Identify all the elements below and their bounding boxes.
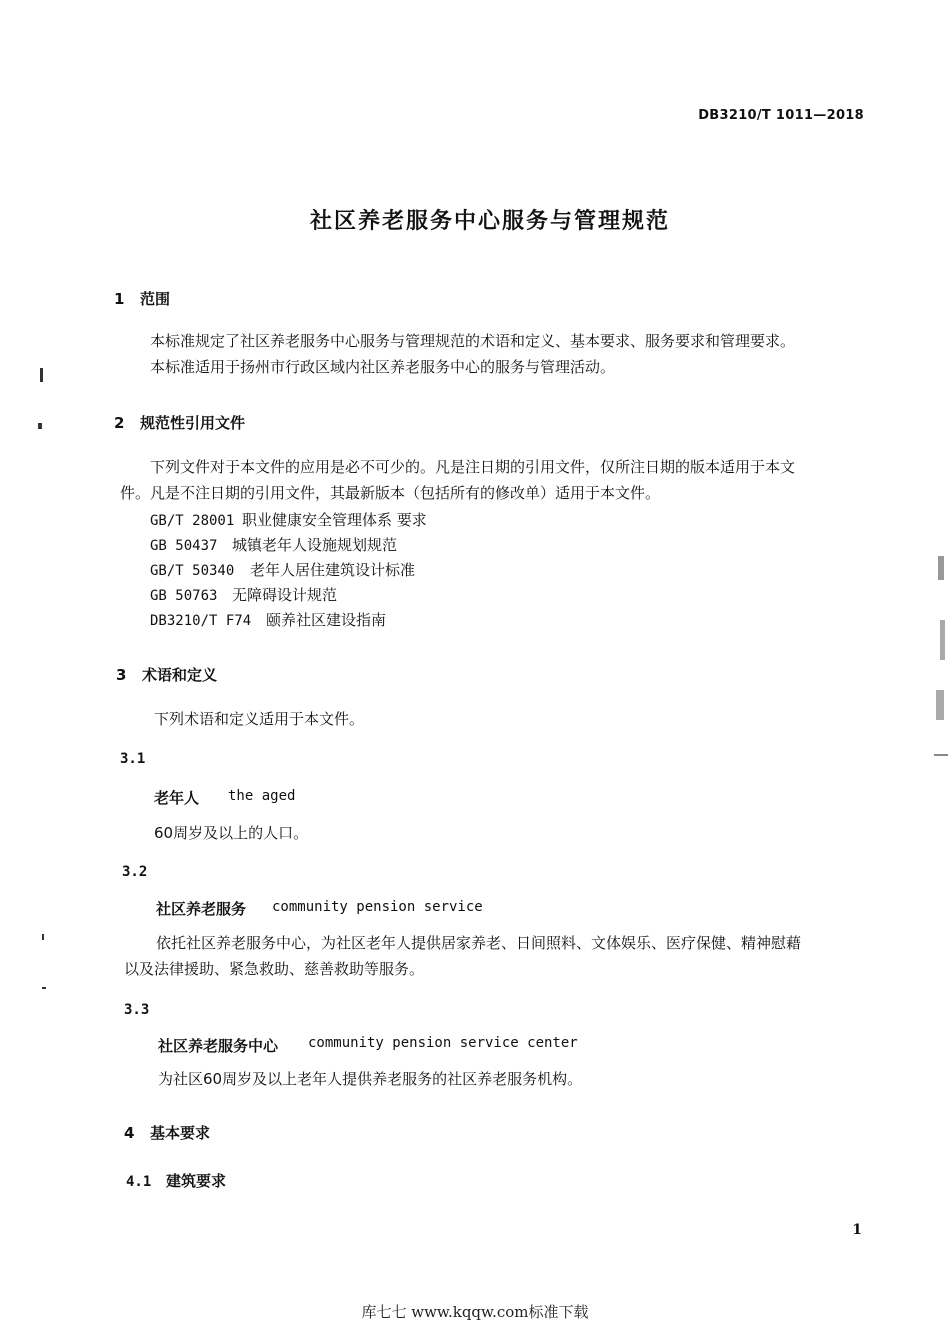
reference-name: 无障碍设计规范	[232, 586, 338, 604]
reference-code: GB/T 50340	[150, 563, 235, 579]
reference-name: 职业健康安全管理体系 要求	[242, 511, 427, 529]
term-chinese: 社区养老服务	[156, 900, 247, 918]
section-title: 术语和定义	[142, 666, 218, 684]
page-number: 1	[852, 1222, 862, 1238]
paragraph: 下列文件对于本文件的应用是必不可少的。凡是注日期的引用文件，仅所注日期的版本适用于本文	[150, 458, 796, 476]
reference-item	[150, 584, 337, 607]
reference-code: GB/T 28001	[150, 513, 235, 529]
reference-name: 老年人居住建筑设计标准	[250, 561, 416, 579]
reference-name: 颐养社区建设指南	[266, 611, 387, 629]
clause-number: 3.2	[122, 864, 148, 880]
reference-code: GB 50763	[150, 588, 218, 604]
scan-artifact	[42, 934, 44, 940]
scan-artifact	[934, 754, 948, 756]
scan-artifact	[936, 690, 944, 720]
clause-number: 3.1	[120, 751, 146, 767]
section-number: 3	[116, 666, 127, 684]
term-definition: 60周岁及以上的人口。	[154, 824, 309, 842]
term-english: community pension service	[272, 899, 483, 915]
reference-item	[150, 509, 427, 532]
section-number: 1	[114, 290, 125, 308]
section-2-heading	[114, 412, 245, 433]
paragraph: 下列术语和定义适用于本文件。	[154, 710, 365, 728]
paragraph: 件。凡是不注日期的引用文件，其最新版本（包括所有的修改单）适用于本文件。	[120, 484, 661, 502]
term-english: community pension service center	[308, 1035, 578, 1051]
paragraph: 本标准适用于扬州市行政区域内社区养老服务中心的服务与管理活动。	[150, 358, 616, 376]
scan-artifact	[40, 368, 43, 382]
reference-code: DB3210/T F74	[150, 613, 252, 629]
section-title: 规范性引用文件	[140, 414, 246, 432]
section-4-heading	[124, 1122, 210, 1143]
scan-artifact	[940, 620, 945, 660]
term-definition-continued: 以及法律援助、紧急救助、慈善救助等服务。	[124, 960, 425, 978]
subsection-number: 4.1	[126, 1174, 152, 1190]
footer-watermark: 库七七 www.kqqw.com标准下载	[361, 1303, 589, 1321]
term-english: the aged	[228, 788, 296, 804]
reference-item	[150, 609, 386, 632]
reference-item	[150, 559, 415, 582]
section-title: 基本要求	[150, 1124, 211, 1142]
section-number: 2	[114, 414, 125, 432]
term-definition: 为社区60周岁及以上老年人提供养老服务的社区养老服务机构。	[158, 1070, 583, 1088]
reference-code: GB 50437	[150, 538, 218, 554]
scan-artifact	[938, 556, 944, 580]
scan-artifact	[42, 987, 46, 989]
term-chinese: 老年人	[154, 789, 200, 807]
term-definition: 依托社区养老服务中心，为社区老年人提供居家养老、日间照料、文体娱乐、医疗保健、精神慰藉	[156, 934, 802, 952]
section-1-heading	[114, 288, 170, 309]
paragraph: 本标准规定了社区养老服务中心服务与管理规范的术语和定义、基本要求、服务要求和管理要求。	[150, 332, 796, 350]
term-chinese: 社区养老服务中心	[158, 1037, 279, 1055]
scan-artifact	[38, 423, 42, 429]
page-title: 社区养老服务中心服务与管理规范	[309, 209, 670, 234]
reference-name: 城镇老年人设施规划规范	[232, 536, 398, 554]
section-title: 范围	[140, 290, 171, 308]
subsection-4-1-heading	[126, 1170, 226, 1191]
section-3-heading	[116, 664, 217, 685]
reference-item	[150, 534, 397, 557]
subsection-title: 建筑要求	[166, 1172, 227, 1190]
document-code: DB3210/T 1011—2018	[698, 108, 864, 123]
section-number: 4	[124, 1124, 135, 1142]
clause-number: 3.3	[124, 1002, 150, 1018]
